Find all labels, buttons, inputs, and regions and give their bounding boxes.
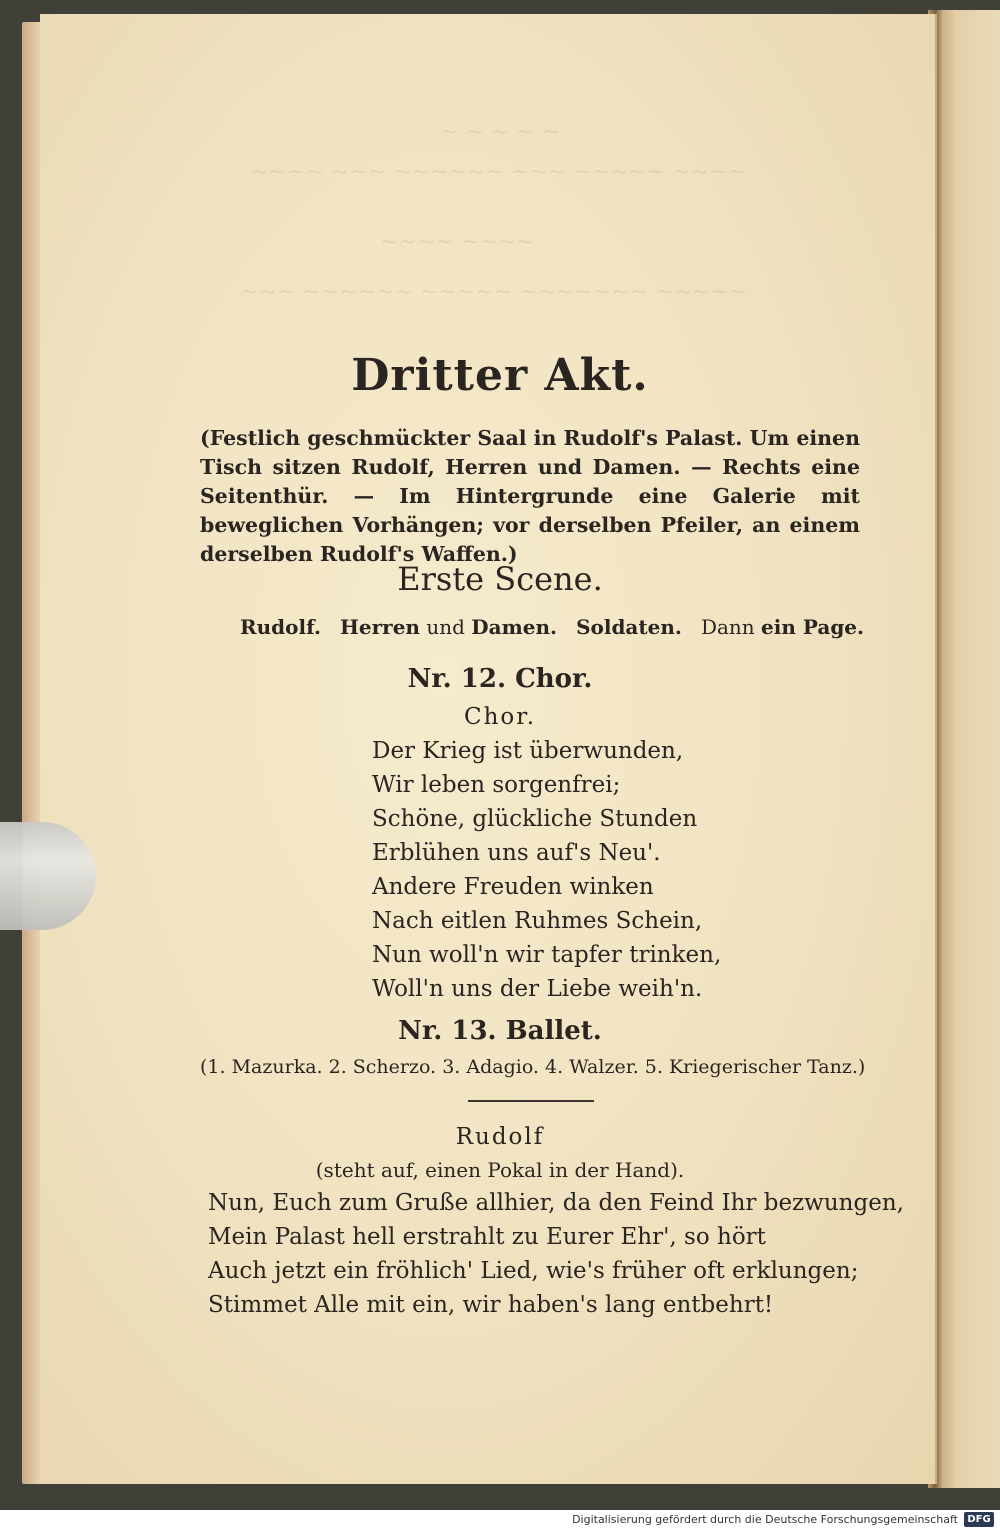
scene-title: Erste Scene. bbox=[397, 560, 603, 598]
character-soldaten: Soldaten. bbox=[576, 615, 682, 639]
character-herren: Herren bbox=[340, 615, 420, 639]
chor-speaker: Chor. bbox=[463, 704, 537, 730]
section-divider bbox=[468, 1100, 594, 1102]
digitization-footer bbox=[0, 1510, 1000, 1530]
rudolf-verse-line: Stimmet Alle mit ein, wir haben's lang entbehrt! bbox=[208, 1292, 774, 1318]
chor-verse-line: Nach eitlen Ruhmes Schein, bbox=[372, 908, 703, 934]
bleed-through-texture: ~~~~ ~~~ ~~~~~~ ~~~ ~~~~~ ~~~~ bbox=[250, 160, 746, 185]
chor-verse-line: Erblühen uns auf's Neu'. bbox=[372, 840, 661, 866]
ballet-list: (1. Mazurka. 2. Scherzo. 3. Adagio. 4. Walzer. 5. Kriegerischer Tanz.) bbox=[200, 1056, 866, 1078]
character-conjunction: und bbox=[426, 615, 465, 639]
number-12-heading: Nr. 12. Chor. bbox=[407, 664, 593, 694]
facing-page-edge bbox=[937, 10, 1000, 1488]
rudolf-speaker: Rudolf bbox=[455, 1124, 545, 1150]
rudolf-stage-direction: (steht auf, einen Pokal in der Hand). bbox=[315, 1158, 685, 1182]
chor-verse-line: Wir leben sorgenfrei; bbox=[372, 772, 621, 798]
chor-verse-line: Der Krieg ist überwunden, bbox=[372, 738, 684, 764]
stage-direction: (Festlich geschmückter Saal in Rudolf's Palast. Um einen Tisch sitzen Rudolf, Herren und Damen. — Rechts eine Seitenthür. — Im Hintergrunde eine Galerie mit beweglichen Vorhängen; vor derselben Pfeiler, an einem derselben Rudolf's Waffen.) bbox=[200, 426, 860, 566]
chor-verse-line: Andere Freuden winken bbox=[372, 874, 654, 900]
rudolf-verse-line: Auch jetzt ein fröhlich' Lied, wie's früher oft erklungen; bbox=[208, 1258, 859, 1284]
chor-verse-line: Nun woll'n wir tapfer trinken, bbox=[372, 942, 722, 968]
character-rudolf: Rudolf. bbox=[240, 615, 321, 639]
bleed-through-texture: ~ ~ ~ ~ ~ bbox=[440, 120, 561, 145]
act-title: Dritter Akt. bbox=[351, 350, 649, 401]
bleed-through-texture: ~~~ ~~~~~~ ~~~~~ ~~~~~~~ ~~~~~ bbox=[240, 280, 748, 305]
dfg-logo-icon: DFG bbox=[964, 1512, 994, 1527]
character-damen: Damen. bbox=[471, 615, 557, 639]
chor-verse-line: Schöne, glückliche Stunden bbox=[372, 806, 698, 832]
chor-verse-line: Woll'n uns der Liebe weih'n. bbox=[372, 976, 703, 1002]
number-13-heading: Nr. 13. Ballet. bbox=[398, 1016, 602, 1046]
rudolf-verse-line: Nun, Euch zum Gruße allhier, da den Feind Ihr bezwungen, bbox=[208, 1190, 904, 1216]
character-dann: Dann bbox=[700, 615, 755, 639]
character-list bbox=[240, 615, 864, 639]
footer-credit: Digitalisierung gefördert durch die Deutsche Forschungsgemeinschaft bbox=[572, 1513, 958, 1526]
character-page: ein Page. bbox=[761, 615, 864, 639]
bleed-through-texture: ~~~~ ~~~~ bbox=[380, 230, 535, 255]
rudolf-verse-line: Mein Palast hell erstrahlt zu Eurer Ehr', so hört bbox=[208, 1224, 766, 1250]
